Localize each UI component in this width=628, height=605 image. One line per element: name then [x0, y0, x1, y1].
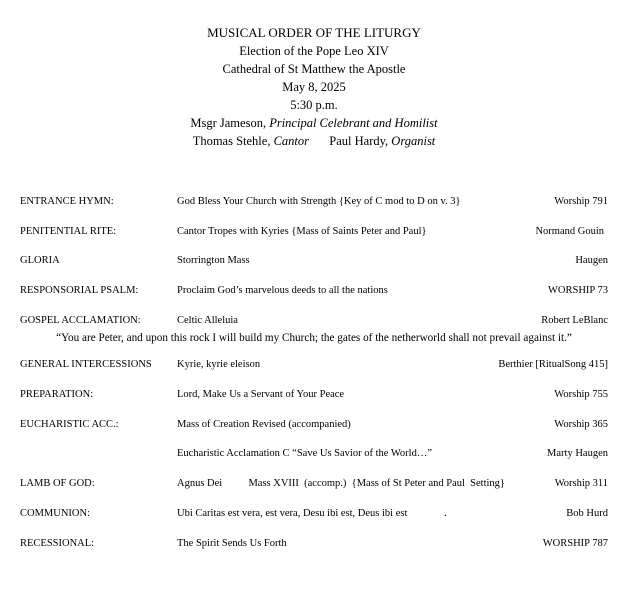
organist-role: Organist — [391, 134, 436, 148]
music-source: Bob Hurd — [566, 508, 608, 519]
music-source: Haugen — [575, 255, 608, 266]
cantor-role: Cantor — [273, 134, 310, 148]
liturgy-part: RECESSIONAL: — [20, 538, 95, 549]
liturgy-row-recessional — [0, 536, 628, 552]
liturgy-row-lamb-of-god — [0, 476, 628, 492]
music-source: WORSHIP 73 — [548, 285, 608, 296]
liturgy-part: RESPONSORIAL PSALM: — [20, 285, 139, 296]
music-title: Proclaim God’s marvelous deeds to all the nations — [177, 285, 388, 296]
liturgy-part: PENITENTIAL RITE: — [20, 226, 117, 237]
liturgy-part: LAMB OF GOD: — [20, 478, 95, 489]
liturgy-part: GLORIA — [20, 255, 60, 266]
liturgy-part: PREPARATION: — [20, 389, 94, 400]
music-source: Robert LeBlanc — [541, 315, 608, 326]
music-title: Mass of Creation Revised (accompanied) — [177, 419, 351, 430]
liturgy-row-gloria — [0, 253, 628, 269]
liturgy-row-gospel-acclamation — [0, 313, 628, 329]
program-header — [0, 24, 628, 150]
music-title: Eucharistic Acclamation C “Save Us Savior of the World…” — [177, 448, 432, 459]
music-title: Storrington Mass — [177, 255, 250, 266]
liturgy-row-communion — [0, 506, 628, 522]
music-source: WORSHIP 787 — [542, 538, 608, 549]
liturgy-part: GENERAL INTERCESSIONS — [20, 359, 152, 370]
music-source: Normand Gouin — [535, 226, 604, 237]
musicians-line — [0, 132, 628, 150]
organist-name: Paul Hardy, — [329, 134, 389, 148]
music-title: Cantor Tropes with Kyries {Mass of Saints Peter and Paul} — [177, 226, 427, 237]
music-source: Worship 755 — [554, 389, 608, 400]
liturgy-part: EUCHARISTIC ACC.: — [20, 419, 119, 430]
liturgy-row-entrance-hymn — [0, 194, 628, 210]
program-title: MUSICAL ORDER OF THE LITURGY — [207, 25, 421, 40]
gospel-verse: “You are Peter, and upon this rock I will build my Church; the gates of the netherworld shall not prevail against it.” — [56, 332, 572, 344]
music-title: Lord, Make Us a Servant of Your Peace — [177, 389, 345, 400]
music-title: Agnus Dei Mass XVIII (accomp.) {Mass of St Peter and Paul Setting} — [177, 478, 505, 489]
occasion-line: Election of the Pope Leo XIV — [239, 44, 389, 58]
music-title: The Spirit Sends Us Forth — [177, 538, 287, 549]
liturgy-part: GOSPEL ACCLAMATION: — [20, 315, 141, 326]
music-source: Berthier [RitualSong 415] — [498, 359, 608, 370]
celebrant-line — [0, 114, 628, 132]
liturgy-part: COMMUNION: — [20, 508, 91, 519]
liturgy-row-eucharistic-acclamation — [0, 417, 628, 433]
liturgy-row-responsorial-psalm — [0, 283, 628, 299]
music-source: Worship 311 — [554, 478, 608, 489]
music-title: Kyrie, kyrie eleison — [177, 359, 261, 370]
music-title: God Bless Your Church with Strength {Key of C mod to D on v. 3} — [177, 196, 461, 207]
service-date: May 8, 2025 — [282, 80, 346, 94]
celebrant-name: Msgr Jameson, — [190, 116, 267, 130]
cantor-name: Thomas Stehle, — [192, 134, 271, 148]
liturgy-part: ENTRANCE HYMN: — [20, 196, 114, 207]
service-time: 5:30 p.m. — [290, 98, 338, 112]
celebrant-role: Principal Celebrant and Homilist — [269, 116, 438, 130]
liturgy-row-preparation — [0, 387, 628, 403]
church-name: Cathedral of St Matthew the Apostle — [222, 62, 406, 76]
music-source: Marty Haugen — [547, 448, 608, 459]
music-source: Worship 791 — [554, 196, 608, 207]
music-title: Ubi Caritas est vera, est vera, Desu ibi est, Deus ibi est . — [177, 508, 447, 519]
music-title: Celtic Alleluia — [177, 315, 238, 326]
music-source: Worship 365 — [554, 419, 608, 430]
liturgy-row-penitential-rite — [0, 224, 628, 240]
liturgy-row-general-intercessions — [0, 357, 628, 373]
liturgy-row-eucharistic-acclamation-c — [0, 446, 628, 462]
